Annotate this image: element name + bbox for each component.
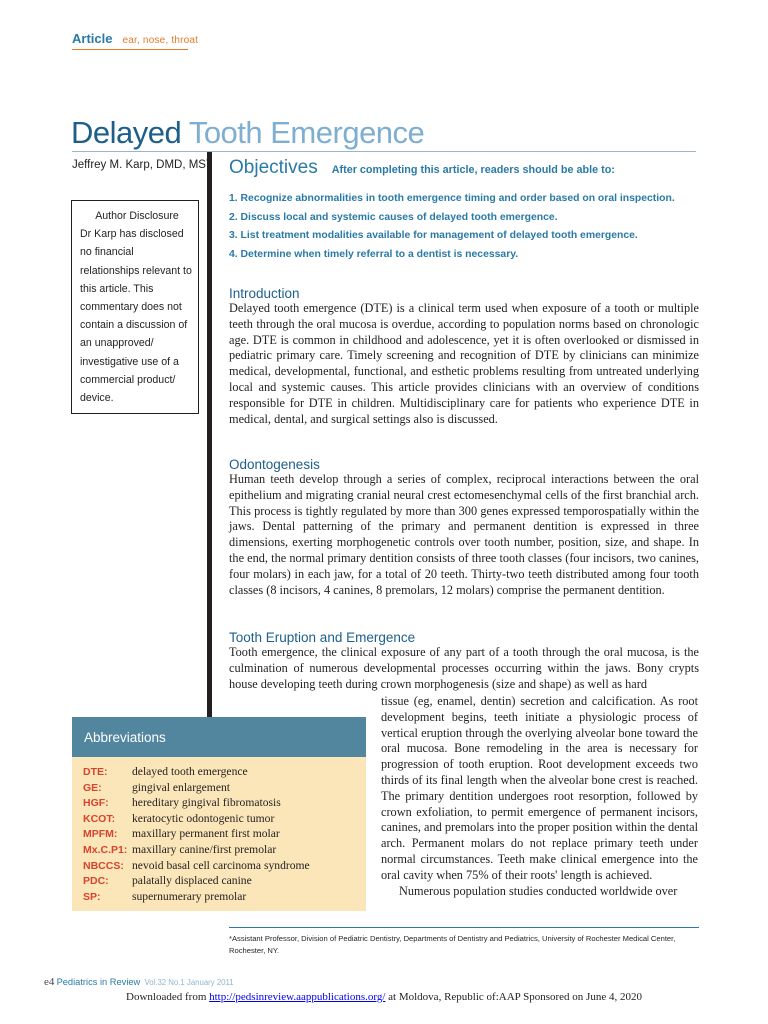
download-prefix: Downloaded from	[126, 991, 210, 1003]
eruption-text-narrow: tissue (eg, enamel, dentin) secretion and calcification. As root development begins, teeth initiate a physiologic process of vertical eruption through the overlying alveolar bone toward the oral mucosa. Bone remodeling in the area is necessary for progression of tooth eruption. Root development exceeds two thirds of its final length when the alveolar bone crest is reached. The primary dentition undergoes root resorption, followed by crown exfoliation, to permit emergence of permanent incisors, canines, and premolars into the proper position within the dental arch. Permanent molars do not replace primary teeth under normal circumstances. Teeth make clinical emergence into the oral cavity when 75% of their roots' length is achieved.	[381, 694, 698, 882]
abbreviation-key: PDC:	[83, 875, 109, 888]
objective-item: 2. Discuss local and systemic causes of delayed tooth emergence.	[229, 211, 558, 223]
eruption-text-wide: Tooth emergence, the clinical exposure of any part of a tooth through the oral mucosa, is the culmination of numerous developmental processes occurring within the jaws. Bony crypts house developing teeth during crown morphogenesis (size and shape) as well as hard	[229, 645, 699, 691]
abbreviations-box	[72, 717, 366, 911]
abbreviation-row	[83, 824, 363, 840]
abbreviation-value: nevoid basal cell carcinoma syndrome	[132, 858, 310, 872]
abbreviation-key: DTE:	[83, 766, 108, 778]
title-divider	[72, 151, 696, 152]
odontogenesis-heading: Odontogenesis	[229, 457, 320, 472]
article-header	[72, 30, 198, 48]
journal-name: Pediatrics in Review	[56, 977, 141, 987]
abbreviation-value: keratocytic odontogenic tumor	[132, 811, 275, 825]
author-disclosure-box	[71, 200, 199, 414]
title-part-2: Tooth Emergence	[188, 115, 425, 150]
abbreviation-value: palatally displaced canine	[132, 874, 252, 888]
disclosure-text: Dr Karp has disclosed no financial relationships relevant to this article. This commentary does not contain a discussion of an unapproved/ investigative use of a commercial product/ device.	[80, 228, 192, 405]
eruption-heading: Tooth Eruption and Emergence	[229, 630, 416, 645]
page-number: e4	[44, 976, 55, 988]
download-suffix: at Moldova, Republic of:AAP Sponsored on June 4, 2020	[385, 991, 642, 1003]
abbreviations-title: Abbreviations	[84, 730, 166, 745]
abbreviation-value: hereditary gingival fibromatosis	[132, 796, 281, 810]
journal-issue: Vol.32 No.1 January 2011	[144, 978, 234, 987]
author-name: Jeffrey M. Karp, DMD, MS	[72, 158, 206, 171]
objectives-list	[229, 190, 709, 264]
abbreviation-value: delayed tooth emergence	[132, 765, 248, 778]
abbreviation-key: Mx.C.P1:	[83, 843, 128, 856]
abbreviation-row	[83, 809, 363, 825]
author-byline	[72, 158, 209, 171]
abbreviation-row	[83, 887, 363, 903]
abbreviation-value: maxillary permanent first molar	[132, 827, 280, 841]
title-part-1: Delayed	[71, 115, 182, 150]
abbreviation-row	[83, 762, 363, 778]
eruption-text-continue: Numerous population studies conducted worldwide over	[399, 883, 678, 898]
abbreviations-list	[83, 762, 363, 902]
article-title	[71, 113, 424, 153]
introduction-section	[229, 286, 699, 427]
introduction-text: Delayed tooth emergence (DTE) is a clinical term used when exposure of a tooth or multiple teeth through the oral mucosa is overdue, according to population norms based on chronologic age. DTE is common in childhood and adolescence, yet it is often overlooked or dismissed in pediatric primary care. Timely screening and recognition of DTE by clinicians can minimize medical, developmental, functional, and esthetic problems resulting from untreated underlying local and systemic causes. This article provides clinicians with an overview of conditions responsible for DTE in children. Multidisciplinary care for patients who experience DTE in medical, dental, and surgical settings also is discussed.	[229, 301, 699, 426]
column-divider-bar	[207, 152, 212, 718]
abbreviation-row	[83, 840, 363, 856]
abbreviation-row	[83, 871, 363, 887]
objectives-label: Objectives	[229, 157, 318, 178]
objective-item: 3. List treatment modalities available for management of delayed tooth emergence.	[229, 230, 638, 241]
abbreviation-row	[83, 856, 363, 872]
objectives-intro: After completing this article, readers should be able to:	[331, 164, 615, 176]
objective-item: 4. Determine when timely referral to a dentist is necessary.	[229, 248, 519, 260]
article-label: Article	[72, 31, 113, 46]
abbreviation-key: KCOT:	[83, 812, 116, 825]
abbreviation-value: gingival enlargement	[132, 780, 230, 794]
section-label: ear, nose, throat	[122, 35, 199, 46]
page-footer	[44, 976, 234, 988]
abbreviation-key: HGF:	[83, 797, 109, 810]
footnote-divider	[229, 927, 699, 928]
download-source-link[interactable]: http://pedsinreview.aappublications.org/	[209, 991, 386, 1003]
author-affiliation-footnote: *Assistant Professor, Division of Pediatric Dentistry, Departments of Dentistry and Pediatrics, University of Rochester Medical Center, Rochester, NY.	[229, 934, 676, 955]
abbreviation-key: NBCCS:	[83, 859, 124, 872]
odontogenesis-text: Human teeth develop through a series of complex, reciprocal interactions between the oral epithelium and migrating cranial neural crest ectomesenchymal cells of the first branchial arch. This process is tightly regulated by more than 300 genes expressed temporospatially within the jaws. Dental patterning of the primary and permanent dentition is expressed in three dimensions, exerting morphogenetic controls over tooth number, position, size, and shape. In the end, the normal primary dentition consists of three tooth classes (four incisors, two canines, four molars) in each jaw, for a total of 20 teeth. Thirty-two teeth distributed among four tooth classes (8 incisors, 4 canines, 8 premolars, 12 molars) comprise the permanent dentition.	[229, 472, 699, 597]
objective-item: 1. Recognize abnormalities in tooth emergence timing and order based on oral inspection.	[229, 193, 675, 204]
abbreviations-header	[72, 717, 366, 757]
objectives-header	[229, 157, 615, 179]
disclosure-title: Author Disclosure	[95, 210, 179, 222]
abbreviation-key: GE:	[83, 781, 102, 794]
abbreviation-row	[83, 778, 363, 794]
eruption-narrow-column	[381, 694, 698, 899]
abbreviation-value: supernumerary premolar	[132, 889, 247, 903]
abbreviation-key: SP:	[83, 890, 101, 903]
abbreviation-value: maxillary canine/first premolar	[132, 842, 277, 856]
abbreviation-row	[83, 793, 363, 809]
eruption-section	[229, 630, 699, 692]
odontogenesis-section	[229, 457, 699, 598]
abbreviation-key: MPFM:	[83, 828, 118, 841]
download-notice	[0, 991, 768, 1003]
header-divider	[72, 49, 188, 50]
introduction-heading: Introduction	[229, 286, 300, 301]
